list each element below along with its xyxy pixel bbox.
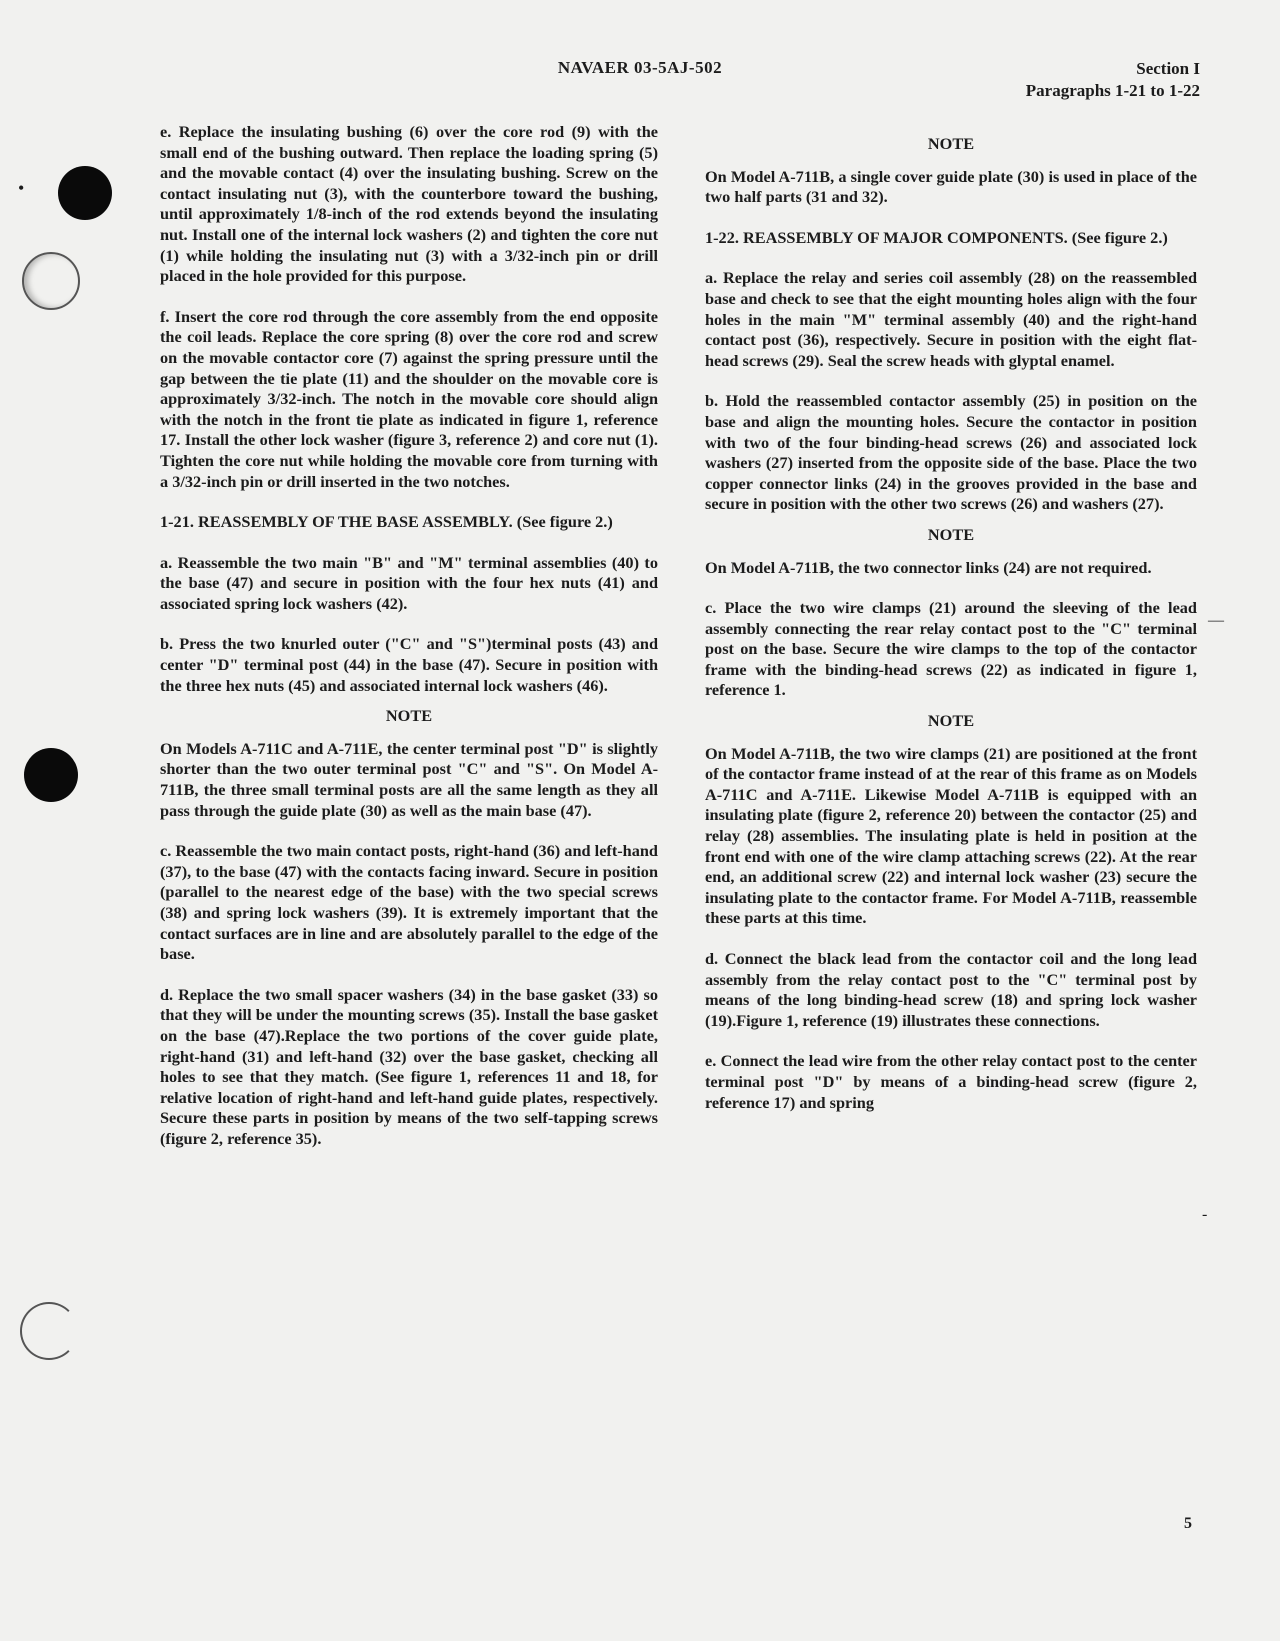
doc-number: NAVAER 03-5AJ-502 [557,58,723,77]
punch-hole-middle [24,748,78,802]
margin-bullet: • [18,178,25,198]
margin-dash-right-1: — [1208,612,1224,629]
step-a-left: a. Reassemble the two main "B" and "M" terminal assemblies (40) to the base (47) and secure in position with the four hex nuts (41) and associated spring lock washers (42). [160,552,658,613]
step-b-left: b. Press the two knurled outer ("C" and "S")terminal posts (43) and center "D" terminal post (44) in the base (47). Secure in position with the three hex nuts (45) and associated internal lock washers (46). [160,634,658,695]
step-c-right: c. Place the two wire clamps (21) around the sleeving of the lead assembly connecting the rear relay contact post to the "C" terminal post on the base. Secure the wire clamps to the top of the contactor frame with the binding-head screws (22) as indicated in figure 1, reference 1. [705,598,1197,700]
margin-dash-right-2: - [1202,1206,1208,1223]
note-body-left: On Models A-711C and A-711E, the center terminal post "D" is slightly shorter than the two outer terminal post "C" and "S". On Model A-711B, the three small terminal posts are all the same length as they all pass through the guide plate (30) as well as the main base (47). [160,738,658,820]
step-e-right: e. Connect the lead wire from the other relay contact post to the center terminal post "D" by means of a binding-head screw (figure 2, reference 17) and spring [705,1051,1197,1112]
page-number: 5 [1184,1515,1192,1532]
section-heading-1-21: 1-21. REASSEMBLY OF THE BASE ASSEMBLY. (See figure 2.) [160,512,613,532]
section-header [1026,58,1200,102]
step-b-right: b. Hold the reassembled contactor assembly (25) in position on the base and align the mounting holes. Secure the contactor in position with two of the four binding-head screws (26) and associated lock washers (27) inserted from the opposite side of the base. Place the two copper connector links (24) in the grooves provided in the base and secure in position with the other two screws (26) and washers (27). [705,391,1197,514]
step-f-left: f. Insert the core rod through the core assembly from the end opposite the coil leads. Replace the core spring (8) over the core rod and screw on the movable contactor core (7) against the spring pressure until the gap between the tie plate (11) and the shoulder on the movable core is approximately 3/32-inch. The notch in the movable core should align with the notch in the front tie plate as indicated in figure 1, reference 17. Install the other lock washer (figure 3, reference 2) and core nut (1). Tighten the core nut while holding the movable core from turning with a 3/32-inch pin or drill inserted in the two notches. [160,306,658,491]
note-title-right-3: NOTE [927,711,975,731]
right-column [705,122,1197,1133]
punch-hole-upper-ring [22,252,80,310]
step-c-left: c. Reassemble the two main contact posts, right-hand (36) and left-hand (37), to the base (47) with the contacts facing inward. Secure in position (parallel to the nearest edge of the base) with the two special screws (38) and spring lock washers (39). It is extremely important that the contact surfaces are in line and are absolutely parallel to the edge of the base. [160,841,658,964]
step-d-left: d. Replace the two small spacer washers (34) in the base gasket (33) so that they will be under the mounting screws (35). Install the base gasket on the base (47).Replace the two portions of the cover guide plate, right-hand (31) and left-hand (32) over the base gasket, checking all holes to see that they match. (See figure 1, references 11 and 18, for relative location of right-hand and left-hand guide plates, respectively. Secure these parts in position by means of the two self-tapping screws (figure 2, reference 35). [160,984,658,1148]
note-body-right-2: On Model A-711B, the two connector links (24) are not required. [705,557,1152,577]
note-title-right-2: NOTE [927,524,975,544]
punch-hole-top [58,166,112,220]
step-d-right: d. Connect the black lead from the contactor coil and the long lead assembly from the relay contact post to the "C" terminal post by means of the long binding-head screw (18) and spring lock washer (19).Figure 1, reference (19) illustrates these connections. [705,949,1197,1030]
step-a-right: a. Replace the relay and series coil assembly (28) on the reassembled base and check to see that the eight mounting holes align with the four holes in the main "M" terminal assembly (40) and the right-hand contact post (36), respectively. Secure in position with the eight flat-head screws (29). Seal the screw heads with glyptal enamel. [705,268,1197,370]
section-label: Section I [1136,59,1200,78]
section-heading-1-22: 1-22. REASSEMBLY OF MAJOR COMPONENTS. (See figure 2.) [705,227,1168,247]
step-e-left: e. Replace the insulating bushing (6) over the core rod (9) with the small end of the bushing outward. Then replace the loading spring (5) and the movable contact (4) over the insulating bushing. Screw on the contact insulating nut (3), with the counterbore toward the bushing, until approximately 1/8-inch of the rod extends beyond the insulating nut. Install one of the internal lock washers (2) and tighten the core nut (1) while holding the insulating nut (3) with a 3/32-inch pin or drill placed in the hole provided for this purpose. [160,122,658,286]
note-title-right-1: NOTE [927,134,975,153]
left-column [160,122,658,1170]
note-body-right-1: On Model A-711B, a single cover guide plate (30) is used in place of the two half parts (31 and 32). [705,166,1197,207]
note-title-left: NOTE [385,706,433,726]
paragraphs-label: Paragraphs 1-21 to 1-22 [1025,81,1200,100]
note-body-right-3: On Model A-711B, the two wire clamps (21) are positioned at the front of the contactor frame instead of at the rear of this frame as on Models A-711C and A-711E. Likewise Model A-711B is equipped with an insulating plate (figure 2, reference 20) between the contactor (25) and relay (28) assemblies. The insulating plate is held in position at the front end with one of the wire clamp attaching screws (22). At the rear end, an additional screw (22) and internal lock washer (23) secure the insulating plate to the contactor frame. For Model A-711B, reassemble these parts at this time. [705,743,1197,928]
punch-hole-lower-ring [20,1302,78,1360]
